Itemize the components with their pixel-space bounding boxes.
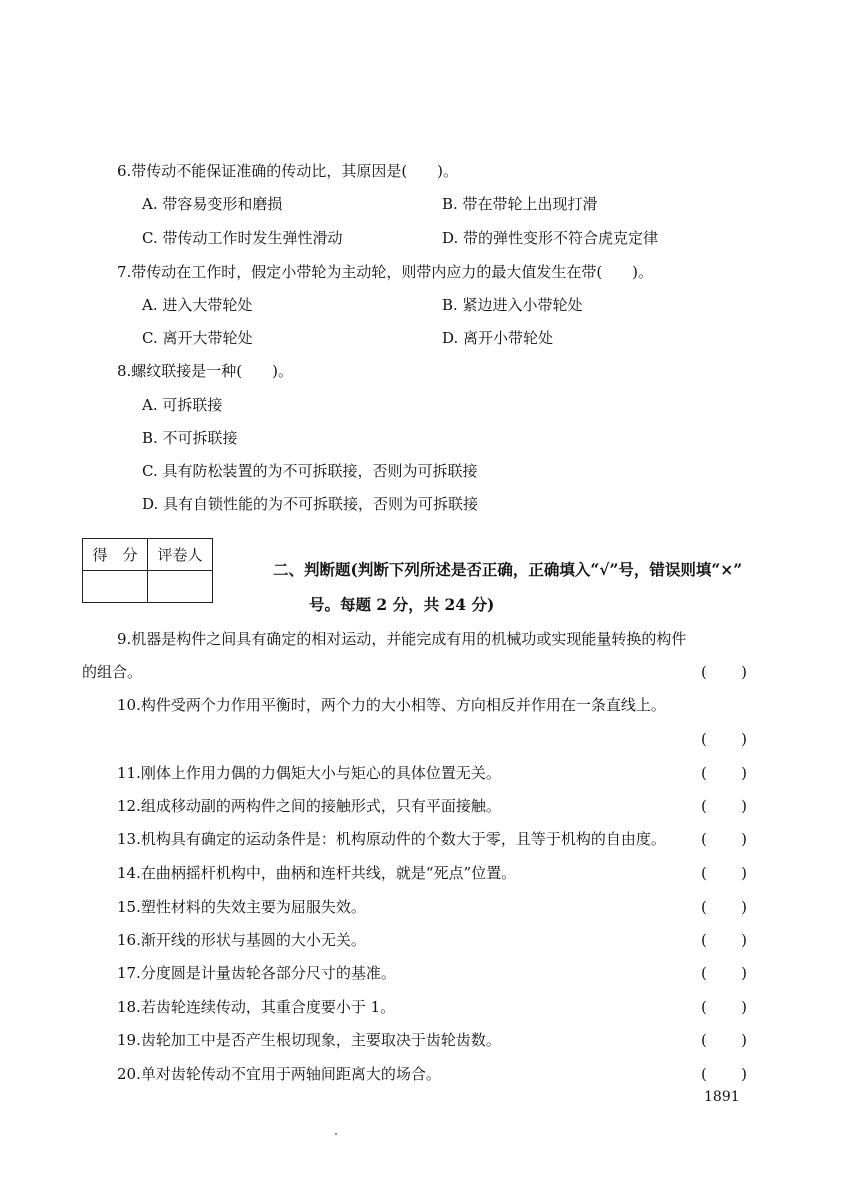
question-8-option-b: B. 不可拆联接 (142, 429, 238, 447)
question-7-option-d: D. 离开小带轮处 (442, 329, 554, 347)
score-label: 得 分 (83, 539, 148, 571)
question-6-option-d: D. 带的弹性变形不符合虎克定律 (442, 229, 659, 247)
question-8-option-d: D. 具有自锁性能的为不可拆联接，否则为可拆联接 (142, 495, 479, 513)
section-heading-line1: 二、判断题(判断下列所述是否正确，正确填入“√”号，错误则填“×” (273, 560, 743, 579)
answer-paren-16: ( ) (701, 931, 747, 949)
question-7-option-a: A. 进入大带轮处 (142, 296, 253, 314)
answer-paren-12: ( ) (701, 797, 747, 815)
question-12: 12.组成移动副的两构件之间的接触形式，只有平面接触。 (117, 797, 501, 815)
question-9-line1: 9.机器是构件之间具有确定的相对运动，并能完成有用的机械功或实现能量转换的构件 (117, 630, 687, 648)
answer-paren-10: ( ) (701, 730, 747, 748)
score-box (82, 538, 213, 603)
answer-paren-11: ( ) (701, 764, 747, 782)
answer-paren-17: ( ) (701, 964, 747, 982)
question-9-line2: 的组合。 (82, 663, 143, 681)
answer-paren-20: ( ) (701, 1065, 747, 1083)
answer-paren-9: ( ) (701, 663, 747, 681)
question-8-option-a: A. 可拆联接 (142, 396, 223, 414)
question-13: 13.机构具有确定的运动条件是：机构原动件的个数大于零，且等于机构的自由度。 (117, 830, 666, 848)
question-7-option-b: B. 紧边进入小带轮处 (442, 296, 583, 314)
question-6-option-b: B. 带在带轮上出现打滑 (442, 195, 598, 213)
question-6-stem: 6.带传动不能保证准确的传动比，其原因是( )。 (117, 162, 459, 180)
question-8-option-c: C. 具有防松装置的为不可拆联接，否则为可拆联接 (142, 462, 478, 480)
question-8-stem: 8.螺纹联接是一种( )。 (117, 362, 294, 380)
answer-paren-14: ( ) (701, 864, 747, 882)
question-14: 14.在曲柄摇杆机构中，曲柄和连杆共线，就是“死点”位置。 (117, 864, 517, 882)
question-16: 16.渐开线的形状与基圆的大小无关。 (117, 931, 366, 949)
question-20: 20.单对齿轮传动不宜用于两轴间距离大的场合。 (117, 1065, 441, 1083)
question-17: 17.分度圆是计量齿轮各部分尺寸的基准。 (117, 964, 396, 982)
answer-paren-18: ( ) (701, 998, 747, 1016)
question-18: 18.若齿轮连续传动，其重合度要小于 1。 (117, 998, 396, 1016)
answer-paren-13: ( ) (701, 830, 747, 848)
answer-paren-15: ( ) (701, 898, 747, 916)
grader-cell (148, 571, 213, 603)
page-number: 1891 (704, 1089, 740, 1105)
question-7-stem: 7.带传动在工作时，假定小带轮为主动轮，则带内应力的最大值发生在带( )。 (117, 263, 654, 281)
section-heading-line2: 号。每题 2 分，共 24 分) (309, 595, 495, 614)
answer-paren-19: ( ) (701, 1031, 747, 1049)
question-6-option-a: A. 带容易变形和磨损 (142, 195, 283, 213)
question-11: 11.刚体上作用力偶的力偶矩大小与矩心的具体位置无关。 (117, 764, 501, 782)
score-cell (83, 571, 148, 603)
scan-speck (335, 1133, 337, 1135)
question-19: 19.齿轮加工中是否产生根切现象，主要取决于齿轮齿数。 (117, 1031, 501, 1049)
question-7-option-c: C. 离开大带轮处 (142, 329, 253, 347)
question-6-option-c: C. 带传动工作时发生弹性滑动 (142, 229, 343, 247)
grader-label: 评卷人 (148, 539, 213, 571)
question-15: 15.塑性材料的失效主要为屈服失效。 (117, 898, 366, 916)
question-10: 10.构件受两个力作用平衡时，两个力的大小相等、方向相反并作用在一条直线上。 (117, 696, 666, 714)
